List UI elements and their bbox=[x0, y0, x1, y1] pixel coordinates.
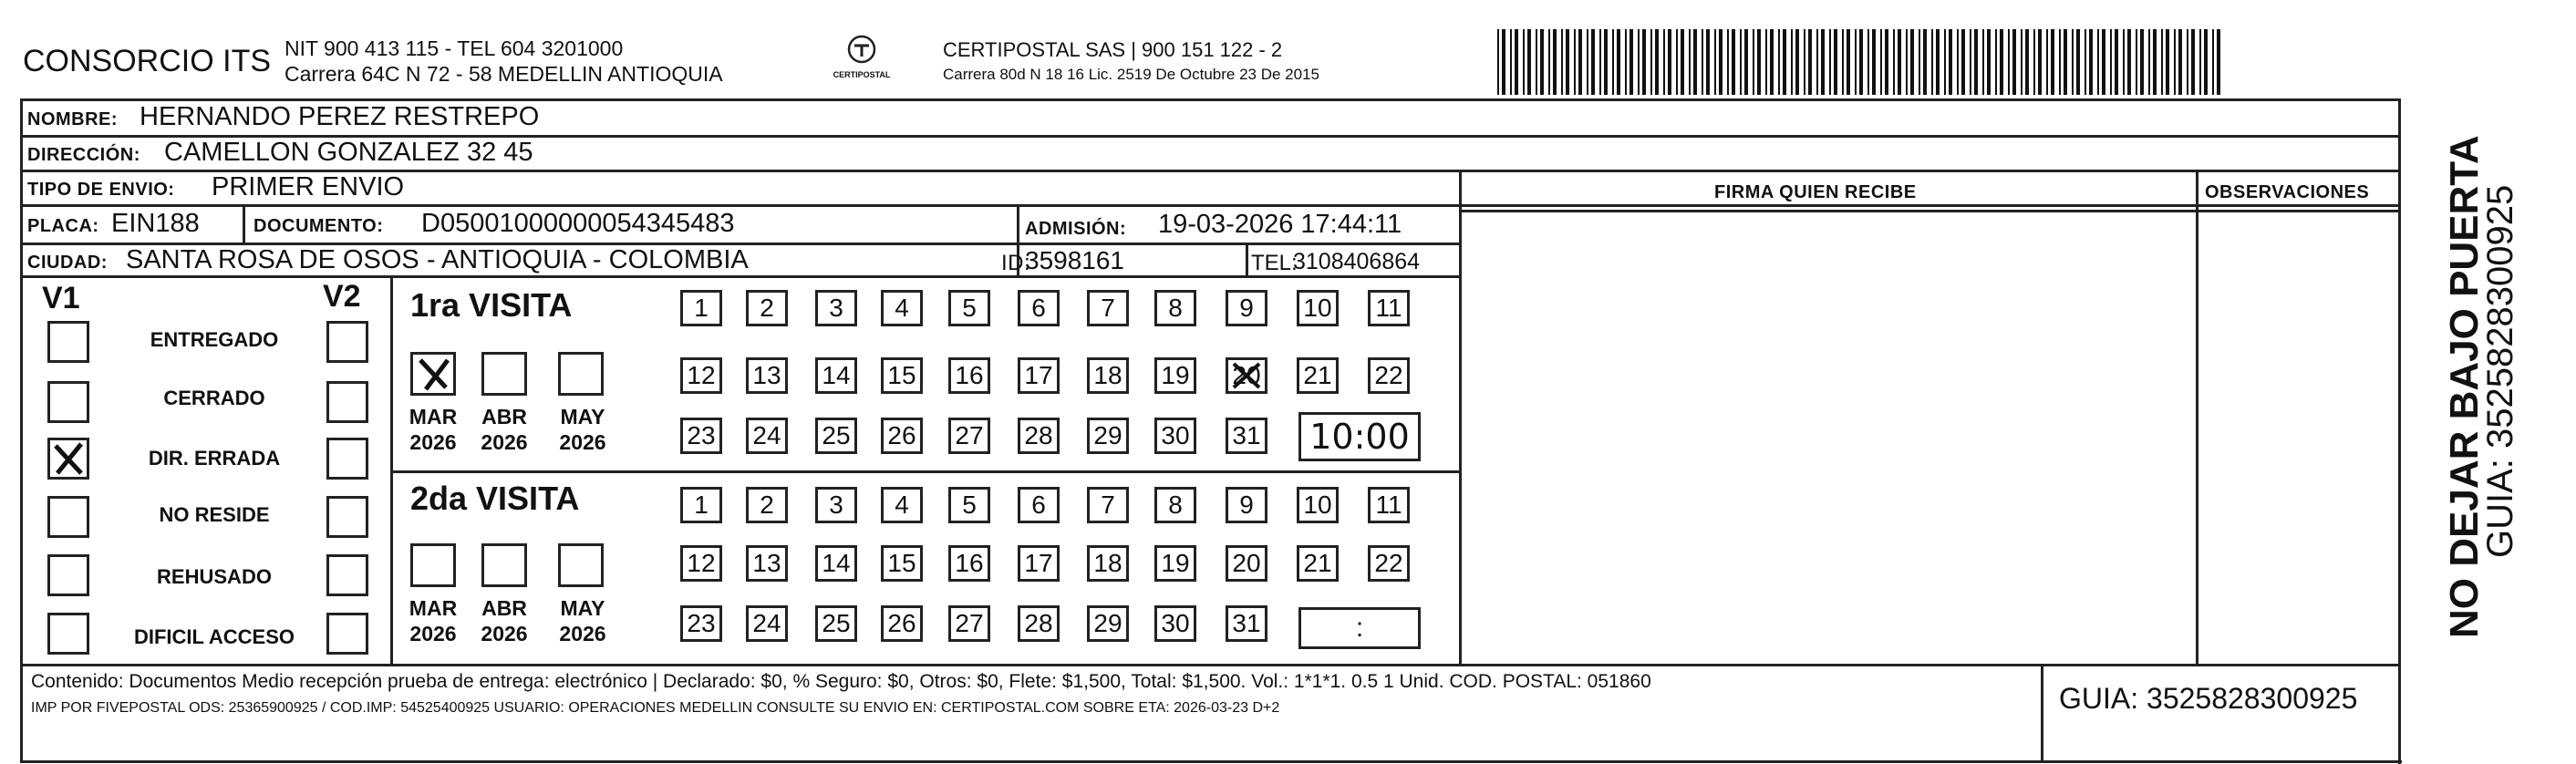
reason-no-reside: NO RESIDE bbox=[159, 503, 270, 526]
first-visit-day-10[interactable]: 10 bbox=[1297, 290, 1339, 326]
barcode-bar bbox=[1502, 29, 1505, 95]
barcode-bar bbox=[1578, 29, 1582, 95]
second-visit-day-15[interactable]: 15 bbox=[881, 545, 923, 582]
v2-checkbox-dificil-acceso[interactable] bbox=[326, 613, 368, 655]
barcode-bar bbox=[2000, 29, 2003, 95]
barcode-bar bbox=[1842, 29, 1844, 95]
barcode-bar bbox=[1982, 29, 1984, 95]
company-address: Carrera 64C N 72 - 58 MEDELLIN ANTIOQUIA bbox=[284, 62, 723, 86]
first-visit-day-28[interactable]: 28 bbox=[1018, 418, 1060, 454]
barcode-bar bbox=[1650, 29, 1652, 95]
month-label-mar-2: MAR bbox=[409, 596, 458, 620]
barcode-bar bbox=[2140, 29, 2144, 95]
second-visit-day-8[interactable]: 8 bbox=[1154, 487, 1196, 523]
barcode-bar bbox=[1795, 29, 1799, 95]
second-visit-day-21[interactable]: 21 bbox=[1297, 545, 1339, 582]
second-visit-month-may[interactable] bbox=[558, 543, 604, 587]
barcode-bar bbox=[1834, 29, 1837, 95]
first-visit-month-may[interactable] bbox=[558, 352, 604, 396]
first-visit-day-13[interactable]: 13 bbox=[746, 357, 788, 394]
barcode-bar bbox=[2110, 29, 2112, 95]
carrier-line: CERTIPOSTAL SAS | 900 151 122 - 2 bbox=[943, 38, 1283, 61]
barcode-bar bbox=[1599, 29, 1601, 95]
barcode-bar bbox=[1765, 29, 1767, 95]
barcode-bar bbox=[2136, 29, 2137, 95]
barcode-bar bbox=[1931, 29, 1933, 95]
year-label-abr-2: 2026 bbox=[481, 622, 528, 645]
barcode-bar bbox=[2148, 29, 2150, 95]
barcode-bar bbox=[1663, 29, 1665, 95]
barcode-bar bbox=[1540, 29, 1544, 95]
barcode-bar bbox=[1893, 29, 1895, 95]
second-visit-day-31[interactable]: 31 bbox=[1226, 605, 1267, 642]
barcode-bar bbox=[1898, 29, 1901, 95]
first-visit-day-29[interactable]: 29 bbox=[1087, 418, 1129, 454]
second-visit-time-box[interactable]: : bbox=[1298, 607, 1421, 649]
barcode-bar bbox=[1714, 29, 1716, 95]
barcode-bar bbox=[1612, 29, 1614, 95]
barcode-bar bbox=[2199, 29, 2201, 95]
month-label-abr-2: ABR bbox=[481, 596, 527, 620]
barcode-bar bbox=[2212, 29, 2214, 95]
barcode-bar bbox=[1804, 29, 1805, 95]
first-visit-day-11[interactable]: 11 bbox=[1368, 290, 1410, 326]
second-visit-day-11[interactable]: 11 bbox=[1368, 487, 1410, 523]
v2-checkbox-no-reside[interactable] bbox=[326, 496, 368, 538]
second-visit-day-10[interactable]: 10 bbox=[1297, 487, 1339, 523]
barcode-bar bbox=[2008, 29, 2010, 95]
second-visit-day-19[interactable]: 19 bbox=[1154, 545, 1196, 582]
second-visit-day-24[interactable]: 24 bbox=[746, 605, 788, 642]
first-visit-day-19[interactable]: 19 bbox=[1154, 357, 1196, 394]
guia-box: GUIA: 3525828300925 bbox=[2059, 682, 2358, 715]
barcode-bar bbox=[2072, 29, 2074, 95]
id-value: 3598161 bbox=[1025, 246, 1125, 274]
barcode-bar bbox=[2191, 29, 2195, 95]
v1-checkbox-no-reside[interactable] bbox=[47, 496, 89, 538]
barcode-bar bbox=[1727, 29, 1729, 95]
barcode-bar bbox=[1566, 29, 1569, 95]
barcode-bar bbox=[1689, 29, 1691, 95]
reason-rehusado: REHUSADO bbox=[157, 565, 272, 588]
second-visit-day-22[interactable]: 22 bbox=[1368, 545, 1410, 582]
barcode-bar bbox=[2097, 29, 2099, 95]
first-visit-day-20[interactable]: 20 bbox=[1226, 357, 1267, 394]
barcode-bar bbox=[2204, 29, 2208, 95]
barcode-bar bbox=[2085, 29, 2086, 95]
first-visit-day-26[interactable]: 26 bbox=[881, 418, 923, 454]
barcode-bar bbox=[1702, 29, 1703, 95]
first-visit-day-7[interactable]: 7 bbox=[1087, 290, 1129, 326]
barcode-bar bbox=[1821, 29, 1825, 95]
first-visit-day-17[interactable]: 17 bbox=[1018, 357, 1060, 394]
month-label-abr: ABR bbox=[481, 405, 527, 428]
second-visit-day-23[interactable]: 23 bbox=[680, 605, 722, 642]
first-visit-day-18[interactable]: 18 bbox=[1087, 357, 1129, 394]
second-visit-day-13[interactable]: 13 bbox=[746, 545, 788, 582]
barcode-bar bbox=[1757, 29, 1761, 95]
first-visit-day-15[interactable]: 15 bbox=[881, 357, 923, 394]
first-visit-day-6[interactable]: 6 bbox=[1018, 290, 1060, 326]
second-visit-day-17[interactable]: 17 bbox=[1018, 545, 1060, 582]
barcode-bar bbox=[1936, 29, 1940, 95]
v2-checkbox-rehusado[interactable] bbox=[326, 554, 368, 596]
barcode-bar bbox=[2046, 29, 2048, 95]
first-visit-day-23[interactable]: 23 bbox=[680, 418, 722, 454]
barcode-bar bbox=[1553, 29, 1557, 95]
v1-checkbox-rehusado[interactable] bbox=[47, 554, 89, 596]
barcode-bar bbox=[1885, 29, 1888, 95]
first-visit-day-14[interactable]: 14 bbox=[815, 357, 857, 394]
barcode-bar bbox=[1791, 29, 1793, 95]
barcode-bar bbox=[2076, 29, 2080, 95]
barcode-bar bbox=[1855, 29, 1857, 95]
second-visit-day-29[interactable]: 29 bbox=[1087, 605, 1129, 642]
barcode-bar bbox=[1859, 29, 1863, 95]
barcode-bar bbox=[2021, 29, 2023, 95]
year-label-may-2: 2026 bbox=[559, 622, 606, 645]
carrier-address: Carrera 80d N 18 16 Lic. 2519 De Octubre 23 De 2015 bbox=[943, 66, 1319, 83]
imp-line: IMP POR FIVEPOSTAL ODS: 25365900925 / COD.IMP: 54525400925 USUARIO: OPERACIONES MEDELLIN CONSULTE SU ENVIO EN: CERTIPOSTAL.COM SOBRE ETA: 2026-03-23 D+2 bbox=[31, 700, 1280, 716]
documento-value: D05001000000054345483 bbox=[421, 209, 735, 238]
second-visit-day-7[interactable]: 7 bbox=[1087, 487, 1129, 523]
barcode-bar bbox=[1587, 29, 1588, 95]
direccion-label: DIRECCIÓN: bbox=[27, 145, 140, 165]
nombre-label: NOMBRE: bbox=[27, 109, 119, 129]
barcode-bar bbox=[2178, 29, 2182, 95]
certipostal-logo bbox=[825, 33, 898, 88]
month-label-may: MAY bbox=[560, 405, 605, 428]
second-visit-title: 2da VISITA bbox=[410, 480, 580, 517]
admision-value: 19-03-2026 17:44:11 bbox=[1158, 210, 1402, 239]
first-visit-day-31[interactable]: 31 bbox=[1226, 418, 1267, 454]
reason-entregado: ENTREGADO bbox=[150, 328, 279, 351]
barcode-bar bbox=[1655, 29, 1659, 95]
barcode-bar bbox=[2153, 29, 2157, 95]
barcode-bar bbox=[2115, 29, 2118, 95]
nombre-value: HERNANDO PEREZ RESTREPO bbox=[140, 102, 540, 131]
barcode-bar bbox=[1744, 29, 1748, 95]
ciudad-label: CIUDAD: bbox=[27, 253, 108, 273]
tel-value: 3108406864 bbox=[1293, 249, 1421, 274]
logo-emblem-icon bbox=[843, 33, 880, 66]
barcode-bar bbox=[1706, 29, 1710, 95]
barcode-bar bbox=[1561, 29, 1563, 95]
cross-mark-icon bbox=[1228, 360, 1265, 391]
first-visit-day-21[interactable]: 21 bbox=[1297, 357, 1339, 394]
observaciones-header: OBSERVACIONES bbox=[2205, 182, 2370, 202]
second-visit-day-30[interactable]: 30 bbox=[1154, 605, 1196, 642]
first-visit-time-box[interactable]: 10:00 bbox=[1298, 412, 1421, 461]
v2-checkbox-cerrado[interactable] bbox=[326, 381, 368, 423]
barcode-bar bbox=[2123, 29, 2125, 95]
first-visit-day-22[interactable]: 22 bbox=[1368, 357, 1410, 394]
barcode-bar bbox=[1740, 29, 1742, 95]
barcode-bar bbox=[1523, 29, 1525, 95]
barcode-bar bbox=[1867, 29, 1869, 95]
placa-value: EIN188 bbox=[111, 209, 200, 238]
second-visit-day-28[interactable]: 28 bbox=[1018, 605, 1060, 642]
barcode-bar bbox=[1668, 29, 1671, 95]
barcode-bar bbox=[1732, 29, 1735, 95]
second-visit-day-14[interactable]: 14 bbox=[815, 545, 857, 582]
no-dejar-bajo-puerta: NO DEJAR BAJO PUERTA bbox=[2442, 135, 2487, 638]
barcode-bar bbox=[1770, 29, 1774, 95]
barcode-bar bbox=[1681, 29, 1684, 95]
barcode-bar bbox=[1536, 29, 1537, 95]
second-visit-day-9[interactable]: 9 bbox=[1226, 487, 1267, 523]
barcode-bar bbox=[2033, 29, 2035, 95]
first-visit-title: 1ra VISITA bbox=[410, 286, 573, 324]
nit-line: NIT 900 413 115 - TEL 604 3201000 bbox=[284, 36, 624, 60]
barcode-bar bbox=[1923, 29, 1927, 95]
check-mark-icon bbox=[413, 355, 453, 393]
second-visit-day-6[interactable]: 6 bbox=[1018, 487, 1060, 523]
barcode-bar bbox=[2025, 29, 2029, 95]
barcode-bar bbox=[2012, 29, 2016, 95]
first-visit-day-30[interactable]: 30 bbox=[1154, 418, 1196, 454]
barcode-bar bbox=[1949, 29, 1952, 95]
company-name: CONSORCIO ITS bbox=[23, 44, 272, 78]
second-visit-day-1[interactable]: 1 bbox=[680, 487, 722, 523]
v2-checkbox-dir-errada[interactable] bbox=[326, 438, 368, 480]
barcode bbox=[1495, 29, 2225, 97]
barcode-bar bbox=[1719, 29, 1723, 95]
first-visit-month-mar[interactable] bbox=[410, 352, 456, 396]
second-visit-day-3[interactable]: 3 bbox=[815, 487, 857, 523]
first-visit-month-abr[interactable] bbox=[481, 352, 527, 396]
direccion-value: CAMELLON GONZALEZ 32 45 bbox=[164, 138, 533, 167]
barcode-bar bbox=[1527, 29, 1531, 95]
second-visit-day-26[interactable]: 26 bbox=[881, 605, 923, 642]
month-label-mar: MAR bbox=[409, 405, 458, 428]
documento-label: DOCUMENTO: bbox=[253, 216, 384, 236]
check-mark-icon bbox=[50, 440, 87, 477]
second-visit-day-4[interactable]: 4 bbox=[881, 487, 923, 523]
barcode-bar bbox=[2217, 29, 2220, 95]
id-label: ID: bbox=[1001, 251, 1031, 275]
barcode-bar bbox=[1910, 29, 1914, 95]
second-visit-day-5[interactable]: 5 bbox=[948, 487, 990, 523]
year-label-mar: 2026 bbox=[409, 430, 457, 454]
first-visit-day-5[interactable]: 5 bbox=[948, 290, 990, 326]
barcode-bar bbox=[1510, 29, 1512, 95]
barcode-bar bbox=[2102, 29, 2105, 95]
placa-label: PLACA: bbox=[27, 216, 99, 236]
barcode-bar bbox=[1693, 29, 1697, 95]
first-visit-day-4[interactable]: 4 bbox=[881, 290, 923, 326]
second-visit-day-12[interactable]: 12 bbox=[680, 545, 722, 582]
barcode-bar bbox=[1591, 29, 1595, 95]
barcode-bar bbox=[1808, 29, 1812, 95]
barcode-bar bbox=[1604, 29, 1608, 95]
barcode-bar bbox=[1625, 29, 1627, 95]
first-visit-day-25[interactable]: 25 bbox=[815, 418, 857, 454]
v1-label: V1 bbox=[42, 281, 80, 315]
side-guia: GUIA: 3525828300925 bbox=[2480, 184, 2520, 558]
second-visit-month-mar[interactable] bbox=[410, 543, 456, 587]
v2-label: V2 bbox=[323, 279, 361, 314]
tipo-envio-label: TIPO DE ENVIO: bbox=[27, 180, 175, 200]
first-visit-day-1[interactable]: 1 bbox=[680, 290, 722, 326]
admision-label: ADMISIÓN: bbox=[1025, 219, 1127, 239]
barcode-bar bbox=[1944, 29, 1946, 95]
barcode-bar bbox=[2127, 29, 2131, 95]
barcode-bar bbox=[1629, 29, 1633, 95]
barcode-bar bbox=[2038, 29, 2042, 95]
first-visit-day-8[interactable]: 8 bbox=[1154, 290, 1196, 326]
barcode-bar bbox=[1638, 29, 1640, 95]
barcode-bar bbox=[1872, 29, 1876, 95]
first-visit-day-27[interactable]: 27 bbox=[948, 418, 990, 454]
barcode-bar bbox=[1847, 29, 1850, 95]
v1-checkbox-dir-errada[interactable] bbox=[47, 438, 89, 480]
second-visit-day-2[interactable]: 2 bbox=[746, 487, 788, 523]
barcode-bar bbox=[2166, 29, 2169, 95]
barcode-bar bbox=[1548, 29, 1550, 95]
barcode-bar bbox=[2059, 29, 2061, 95]
second-visit-day-20[interactable]: 20 bbox=[1226, 545, 1267, 582]
barcode-bar bbox=[1987, 29, 1991, 95]
barcode-bar bbox=[1974, 29, 1978, 95]
barcode-bar bbox=[2089, 29, 2093, 95]
barcode-bar bbox=[1515, 29, 1518, 95]
second-visit-day-27[interactable]: 27 bbox=[948, 605, 990, 642]
barcode-bar bbox=[1961, 29, 1965, 95]
tipo-envio-value: PRIMER ENVIO bbox=[212, 172, 405, 201]
barcode-bar bbox=[1957, 29, 1959, 95]
barcode-bar bbox=[2051, 29, 2054, 95]
barcode-bar bbox=[1642, 29, 1646, 95]
reason-dir-errada: DIR. ERRADA bbox=[148, 447, 281, 470]
firma-header: FIRMA QUIEN RECIBE bbox=[1714, 182, 1917, 202]
second-visit-day-18[interactable]: 18 bbox=[1087, 545, 1129, 582]
v2-checkbox-entregado[interactable] bbox=[326, 321, 368, 363]
v1-checkbox-entregado[interactable] bbox=[47, 321, 89, 363]
barcode-bar bbox=[1816, 29, 1818, 95]
barcode-bar bbox=[1617, 29, 1620, 95]
ciudad-value: SANTA ROSA DE OSOS - ANTIOQUIA - COLOMBIA bbox=[126, 245, 749, 274]
month-label-may-2: MAY bbox=[560, 596, 605, 620]
barcode-bar bbox=[2161, 29, 2163, 95]
first-visit-day-24[interactable]: 24 bbox=[746, 418, 788, 454]
year-label-mar-2: 2026 bbox=[409, 622, 457, 645]
barcode-bar bbox=[1829, 29, 1831, 95]
reason-dificil-acceso: DIFICIL ACCESO bbox=[133, 625, 295, 648]
barcode-bar bbox=[2174, 29, 2176, 95]
second-visit-day-16[interactable]: 16 bbox=[948, 545, 990, 582]
first-visit-day-9[interactable]: 9 bbox=[1226, 290, 1267, 326]
second-visit-month-abr[interactable] bbox=[481, 543, 527, 587]
barcode-bar bbox=[2187, 29, 2188, 95]
barcode-bar bbox=[1778, 29, 1780, 95]
barcode-bar bbox=[1919, 29, 1920, 95]
barcode-bar bbox=[1783, 29, 1786, 95]
contenido-line: Contenido: Documentos Medio recepción prueba de entrega: electrónico | Declarado: $0, % Seguro: $0, Otros: $0, Flete: $1,500, Total: $1,500. Vol.: 1*1*1. 0.5 1 Unid. COD. POSTAL: 051860 bbox=[31, 671, 1651, 692]
year-label-abr: 2026 bbox=[481, 430, 528, 454]
barcode-bar bbox=[1676, 29, 1678, 95]
barcode-bar bbox=[1753, 29, 1754, 95]
logo-caption: CERTIPOSTAL bbox=[833, 70, 891, 79]
barcode-bar bbox=[2064, 29, 2067, 95]
first-visit-day-3[interactable]: 3 bbox=[815, 290, 857, 326]
barcode-bar bbox=[1880, 29, 1882, 95]
first-visit-day-12[interactable]: 12 bbox=[680, 357, 722, 394]
barcode-bar bbox=[1497, 29, 1499, 95]
v1-checkbox-cerrado[interactable] bbox=[47, 381, 89, 423]
first-visit-day-16[interactable]: 16 bbox=[948, 357, 990, 394]
second-visit-day-25[interactable]: 25 bbox=[815, 605, 857, 642]
barcode-bar bbox=[1906, 29, 1908, 95]
year-label-may: 2026 bbox=[559, 430, 606, 454]
v1-checkbox-dificil-acceso[interactable] bbox=[47, 613, 89, 655]
tel-label: TEL: bbox=[1251, 251, 1298, 275]
reason-cerrado: CERRADO bbox=[163, 387, 265, 409]
first-visit-day-2[interactable]: 2 bbox=[746, 290, 788, 326]
barcode-bar bbox=[1970, 29, 1971, 95]
barcode-bar bbox=[1995, 29, 1997, 95]
barcode-bar bbox=[1574, 29, 1576, 95]
